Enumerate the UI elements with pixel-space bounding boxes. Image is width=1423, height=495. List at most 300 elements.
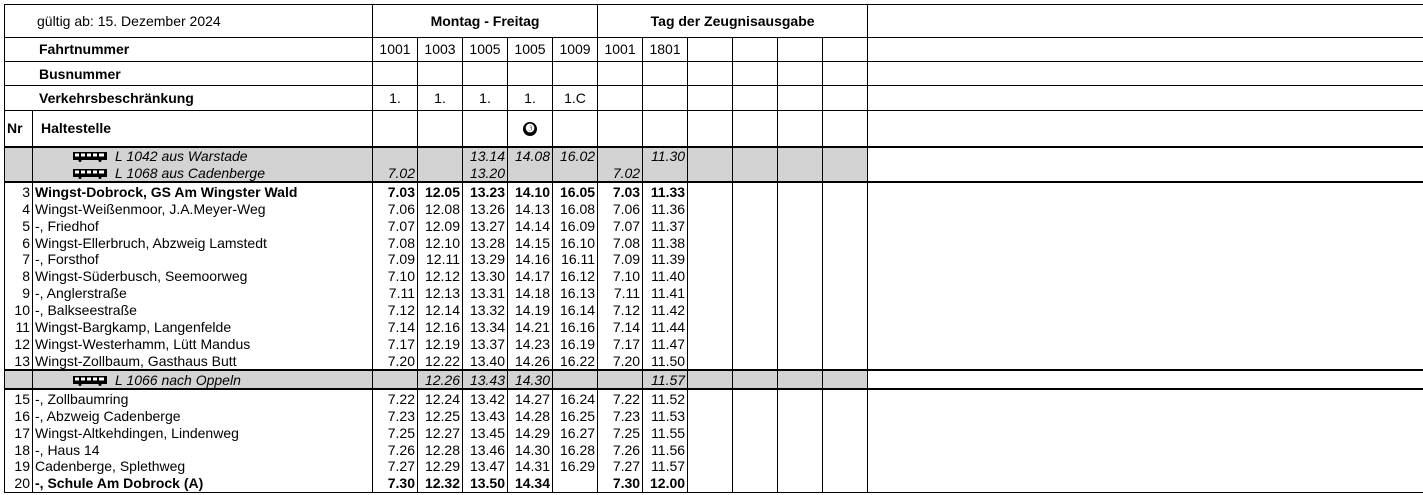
spare-column	[868, 370, 1423, 389]
time-cell: 14.18	[508, 285, 553, 302]
time-cell	[778, 475, 823, 493]
connection-label	[33, 370, 373, 389]
stop-nr	[5, 370, 33, 389]
time-cell: 12.13	[418, 285, 463, 302]
connection-row	[5, 147, 1423, 165]
stop-row	[5, 200, 1423, 217]
note-cell	[778, 110, 823, 146]
time-cell: 7.30	[373, 475, 418, 493]
time-cell	[823, 370, 868, 389]
time-cell: 13.46	[463, 441, 508, 458]
note-cell	[418, 110, 463, 146]
restriction-code: 1.C	[553, 86, 598, 110]
header-row-validity	[5, 5, 1423, 38]
stop-nr: 5	[5, 217, 33, 234]
bus-number	[733, 62, 778, 86]
stop-nr: 20	[5, 475, 33, 493]
trip-number: 1001	[598, 37, 643, 61]
time-cell: 13.47	[463, 458, 508, 475]
restriction-code	[733, 86, 778, 110]
time-cell: 12.12	[418, 268, 463, 285]
spare-column	[868, 441, 1423, 458]
time-cell: 7.11	[373, 285, 418, 302]
time-cell: 11.36	[643, 200, 688, 217]
time-cell	[598, 370, 643, 389]
note-cell	[733, 110, 778, 146]
connection-row	[5, 370, 1423, 389]
time-cell: 12.24	[418, 389, 463, 407]
bus-number	[553, 62, 598, 86]
time-cell	[778, 182, 823, 200]
stop-name: Cadenberge, Splethweg	[33, 458, 373, 475]
time-cell: 16.22	[553, 352, 598, 370]
trip-number: 1009	[553, 37, 598, 61]
time-cell: 16.11	[553, 251, 598, 268]
stop-nr: 17	[5, 424, 33, 441]
time-cell	[733, 251, 778, 268]
timetable	[4, 4, 1423, 493]
spare-column	[868, 182, 1423, 200]
time-cell: 13.43	[463, 370, 508, 389]
spare-column	[868, 200, 1423, 217]
time-cell: 13.27	[463, 217, 508, 234]
time-cell	[823, 424, 868, 441]
stop-row	[5, 389, 1423, 407]
spare-column	[868, 336, 1423, 353]
time-cell	[688, 407, 733, 424]
stop-nr: 15	[5, 389, 33, 407]
time-cell: 16.16	[553, 319, 598, 336]
time-cell	[688, 147, 733, 165]
time-cell	[823, 407, 868, 424]
time-cell: 7.27	[373, 458, 418, 475]
time-cell: 12.19	[418, 336, 463, 353]
time-cell	[778, 164, 823, 182]
time-cell: 7.10	[373, 268, 418, 285]
spare-column	[868, 319, 1423, 336]
stop-nr: 19	[5, 458, 33, 475]
time-cell: 7.20	[598, 352, 643, 370]
time-cell	[733, 285, 778, 302]
time-cell: 11.44	[643, 319, 688, 336]
time-cell: 14.30	[508, 441, 553, 458]
time-cell: 11.57	[643, 458, 688, 475]
time-cell: 7.22	[373, 389, 418, 407]
time-cell	[778, 319, 823, 336]
time-cell: 16.09	[553, 217, 598, 234]
time-cell: 16.29	[553, 458, 598, 475]
time-cell	[373, 370, 418, 389]
stop-nr: 4	[5, 200, 33, 217]
time-cell: 7.20	[373, 352, 418, 370]
stop-nr: 8	[5, 268, 33, 285]
stop-row	[5, 407, 1423, 424]
time-cell: 16.25	[553, 407, 598, 424]
time-cell: 12.29	[418, 458, 463, 475]
time-cell: 7.26	[598, 441, 643, 458]
time-cell	[688, 352, 733, 370]
bus-icon	[73, 376, 107, 386]
time-cell: 7.17	[598, 336, 643, 353]
stop-name: -, Anglerstraße	[33, 285, 373, 302]
connection-text: L 1042 aus Warstade	[115, 147, 248, 164]
time-cell	[778, 234, 823, 251]
time-cell	[733, 441, 778, 458]
time-cell: 7.12	[373, 302, 418, 319]
time-cell: 13.43	[463, 407, 508, 424]
note-cell	[508, 110, 553, 146]
bus-icon	[73, 169, 107, 179]
time-cell	[778, 302, 823, 319]
stop-nr: 7	[5, 251, 33, 268]
restriction-code	[778, 86, 823, 110]
time-cell: 14.26	[508, 352, 553, 370]
time-cell	[778, 336, 823, 353]
time-cell: 7.06	[373, 200, 418, 217]
row-verkehrsbeschraenkung	[5, 86, 1423, 110]
time-cell	[688, 182, 733, 200]
time-cell	[823, 200, 868, 217]
time-cell: 7.03	[598, 182, 643, 200]
spare-column	[868, 251, 1423, 268]
time-cell	[823, 164, 868, 182]
time-cell: 14.15	[508, 234, 553, 251]
bus-number	[463, 62, 508, 86]
time-cell	[598, 147, 643, 165]
row-fahrtnummer	[5, 37, 1423, 61]
connection-text: L 1068 aus Cadenberge	[115, 164, 265, 181]
time-cell: 13.34	[463, 319, 508, 336]
time-cell	[823, 475, 868, 493]
bus-number	[598, 62, 643, 86]
time-cell: 14.21	[508, 319, 553, 336]
time-cell: 11.33	[643, 182, 688, 200]
time-cell	[778, 268, 823, 285]
time-cell: 7.06	[598, 200, 643, 217]
time-cell	[823, 302, 868, 319]
trip-number: 1003	[418, 37, 463, 61]
time-cell: 7.26	[373, 441, 418, 458]
stop-row	[5, 319, 1423, 336]
restriction-code: 1.	[508, 86, 553, 110]
time-cell: 7.08	[373, 234, 418, 251]
time-cell: 16.24	[553, 389, 598, 407]
trip-number: 1005	[463, 37, 508, 61]
time-cell: 7.10	[598, 268, 643, 285]
time-cell: 12.08	[418, 200, 463, 217]
spare-column	[868, 424, 1423, 441]
spare-column	[868, 302, 1423, 319]
stop-name: Wingst-Ellerbruch, Abzweig Lamstedt	[33, 234, 373, 251]
time-cell	[733, 302, 778, 319]
restriction-code	[823, 86, 868, 110]
restriction-code: 1.	[463, 86, 508, 110]
trip-number: 1001	[373, 37, 418, 61]
time-cell	[733, 182, 778, 200]
stop-name: -, Zollbaumring	[33, 389, 373, 407]
time-cell: 11.39	[643, 251, 688, 268]
note-3-icon: ❸	[523, 122, 537, 136]
time-cell	[823, 352, 868, 370]
time-cell: 16.12	[553, 268, 598, 285]
connection-text: L 1066 nach Oppeln	[115, 371, 241, 388]
time-cell	[688, 458, 733, 475]
time-cell	[373, 147, 418, 165]
time-cell: 16.14	[553, 302, 598, 319]
time-cell	[733, 370, 778, 389]
connection-label	[33, 164, 373, 182]
time-cell	[823, 336, 868, 353]
time-cell	[688, 319, 733, 336]
time-cell	[688, 336, 733, 353]
time-cell: 13.23	[463, 182, 508, 200]
time-cell: 13.45	[463, 424, 508, 441]
time-cell	[688, 200, 733, 217]
spare-column	[868, 268, 1423, 285]
time-cell	[688, 424, 733, 441]
stop-nr: 13	[5, 352, 33, 370]
time-cell	[778, 370, 823, 389]
time-cell	[418, 164, 463, 182]
time-cell: 7.23	[373, 407, 418, 424]
time-cell: 7.25	[598, 424, 643, 441]
time-cell	[688, 389, 733, 407]
time-cell	[733, 389, 778, 407]
time-cell: 11.53	[643, 407, 688, 424]
time-cell: 16.10	[553, 234, 598, 251]
trip-number	[688, 37, 733, 61]
time-cell	[733, 147, 778, 165]
label-haltestelle: Haltestelle	[33, 110, 373, 146]
time-cell: 12.10	[418, 234, 463, 251]
stop-nr: 9	[5, 285, 33, 302]
time-cell	[733, 234, 778, 251]
time-cell	[733, 407, 778, 424]
stop-name: Wingst-Dobrock, GS Am Wingster Wald	[33, 182, 373, 200]
time-cell	[823, 458, 868, 475]
stop-row	[5, 285, 1423, 302]
stop-name: -, Schule Am Dobrock (A)	[33, 475, 373, 493]
time-cell	[418, 147, 463, 165]
time-cell: 12.22	[418, 352, 463, 370]
time-cell: 12.32	[418, 475, 463, 493]
time-cell: 11.55	[643, 424, 688, 441]
trip-number: 1005	[508, 37, 553, 61]
time-cell	[823, 319, 868, 336]
time-cell	[823, 217, 868, 234]
time-cell	[778, 407, 823, 424]
time-cell	[688, 370, 733, 389]
spare-column	[868, 389, 1423, 407]
time-cell: 14.14	[508, 217, 553, 234]
spare-column	[868, 164, 1423, 182]
time-cell	[733, 217, 778, 234]
time-cell: 14.10	[508, 182, 553, 200]
time-cell: 14.13	[508, 200, 553, 217]
stop-name: -, Abzweig Cadenberge	[33, 407, 373, 424]
time-cell	[553, 164, 598, 182]
time-cell: 7.25	[373, 424, 418, 441]
time-cell: 13.30	[463, 268, 508, 285]
time-cell	[553, 370, 598, 389]
time-cell: 7.02	[373, 164, 418, 182]
time-cell: 7.07	[373, 217, 418, 234]
stop-row	[5, 268, 1423, 285]
stop-nr: 16	[5, 407, 33, 424]
time-cell	[778, 285, 823, 302]
time-cell: 12.16	[418, 319, 463, 336]
time-cell	[778, 147, 823, 165]
restriction-code: 1.	[373, 86, 418, 110]
row-haltestelle-header	[5, 110, 1423, 146]
time-cell: 12.11	[418, 251, 463, 268]
time-cell	[688, 268, 733, 285]
spare-column	[868, 458, 1423, 475]
note-cell	[373, 110, 418, 146]
trip-number	[778, 37, 823, 61]
time-cell	[733, 200, 778, 217]
stop-name: Wingst-Altkehdingen, Lindenweg	[33, 424, 373, 441]
time-cell: 14.19	[508, 302, 553, 319]
group-weekday: Montag - Freitag	[373, 5, 598, 38]
time-cell: 7.12	[598, 302, 643, 319]
connection-label	[33, 147, 373, 165]
time-cell: 13.31	[463, 285, 508, 302]
stop-nr	[5, 164, 33, 182]
time-cell: 12.27	[418, 424, 463, 441]
stop-nr: 6	[5, 234, 33, 251]
time-cell: 7.17	[373, 336, 418, 353]
time-cell: 14.29	[508, 424, 553, 441]
time-cell	[688, 164, 733, 182]
time-cell: 11.38	[643, 234, 688, 251]
time-cell	[778, 217, 823, 234]
note-cell	[553, 110, 598, 146]
time-cell: 16.08	[553, 200, 598, 217]
time-cell	[733, 475, 778, 493]
time-cell: 12.28	[418, 441, 463, 458]
spare-column	[868, 37, 1423, 61]
time-cell: 13.26	[463, 200, 508, 217]
bus-number	[823, 62, 868, 86]
spare-column	[868, 352, 1423, 370]
time-cell	[688, 217, 733, 234]
time-cell: 13.42	[463, 389, 508, 407]
time-cell: 11.42	[643, 302, 688, 319]
time-cell: 11.37	[643, 217, 688, 234]
time-cell	[823, 441, 868, 458]
header-blank	[868, 5, 1423, 38]
time-cell	[508, 164, 553, 182]
stop-name: -, Forsthof	[33, 251, 373, 268]
label-nr: Nr	[5, 110, 33, 146]
stop-nr	[5, 147, 33, 165]
stop-name: -, Friedhof	[33, 217, 373, 234]
time-cell: 14.16	[508, 251, 553, 268]
time-cell	[823, 285, 868, 302]
stop-name: Wingst-Zollbaum, Gasthaus Butt	[33, 352, 373, 370]
time-cell	[553, 475, 598, 493]
stop-row	[5, 217, 1423, 234]
stop-name: Wingst-Weißenmoor, J.A.Meyer-Weg	[33, 200, 373, 217]
time-cell: 16.05	[553, 182, 598, 200]
time-cell: 7.02	[598, 164, 643, 182]
spare-column	[868, 217, 1423, 234]
time-cell: 7.11	[598, 285, 643, 302]
time-cell: 7.14	[598, 319, 643, 336]
time-cell	[733, 458, 778, 475]
connection-row	[5, 164, 1423, 182]
restriction-code	[643, 86, 688, 110]
time-cell: 7.08	[598, 234, 643, 251]
stop-row	[5, 441, 1423, 458]
time-cell	[688, 302, 733, 319]
time-cell: 13.20	[463, 164, 508, 182]
time-cell	[823, 147, 868, 165]
time-cell: 7.14	[373, 319, 418, 336]
bus-number	[778, 62, 823, 86]
spare-column	[868, 407, 1423, 424]
group-report-day: Tag der Zeugnisausgabe	[598, 5, 868, 38]
time-cell: 14.31	[508, 458, 553, 475]
time-cell: 13.40	[463, 352, 508, 370]
restriction-code	[598, 86, 643, 110]
label-busnummer: Busnummer	[5, 62, 373, 86]
spare-column	[868, 62, 1423, 86]
stop-name: Wingst-Bargkamp, Langenfelde	[33, 319, 373, 336]
time-cell: 12.25	[418, 407, 463, 424]
stop-nr: 18	[5, 441, 33, 458]
spare-column	[868, 110, 1423, 146]
stop-name: -, Balkseestraße	[33, 302, 373, 319]
time-cell	[733, 352, 778, 370]
stop-name: -, Haus 14	[33, 441, 373, 458]
spare-column	[868, 147, 1423, 165]
bus-icon	[73, 152, 107, 162]
stop-name: Wingst-Westerhamm, Lütt Mandus	[33, 336, 373, 353]
restriction-code	[688, 86, 733, 110]
stop-nr: 11	[5, 319, 33, 336]
label-fahrtnummer: Fahrtnummer	[5, 37, 373, 61]
time-cell: 11.40	[643, 268, 688, 285]
time-cell	[823, 234, 868, 251]
time-cell	[733, 164, 778, 182]
stop-row	[5, 336, 1423, 353]
spare-column	[868, 285, 1423, 302]
time-cell: 13.14	[463, 147, 508, 165]
time-cell	[778, 441, 823, 458]
time-cell: 16.28	[553, 441, 598, 458]
time-cell: 12.26	[418, 370, 463, 389]
time-cell: 12.00	[643, 475, 688, 493]
stop-row	[5, 458, 1423, 475]
time-cell	[823, 268, 868, 285]
time-cell	[778, 424, 823, 441]
time-cell	[778, 458, 823, 475]
bus-number	[688, 62, 733, 86]
time-cell	[778, 251, 823, 268]
time-cell: 14.28	[508, 407, 553, 424]
time-cell	[688, 251, 733, 268]
time-cell: 16.13	[553, 285, 598, 302]
time-cell	[688, 441, 733, 458]
time-cell	[778, 200, 823, 217]
trip-number	[823, 37, 868, 61]
time-cell: 7.09	[598, 251, 643, 268]
stop-nr: 10	[5, 302, 33, 319]
time-cell: 7.23	[598, 407, 643, 424]
stop-row	[5, 475, 1423, 493]
